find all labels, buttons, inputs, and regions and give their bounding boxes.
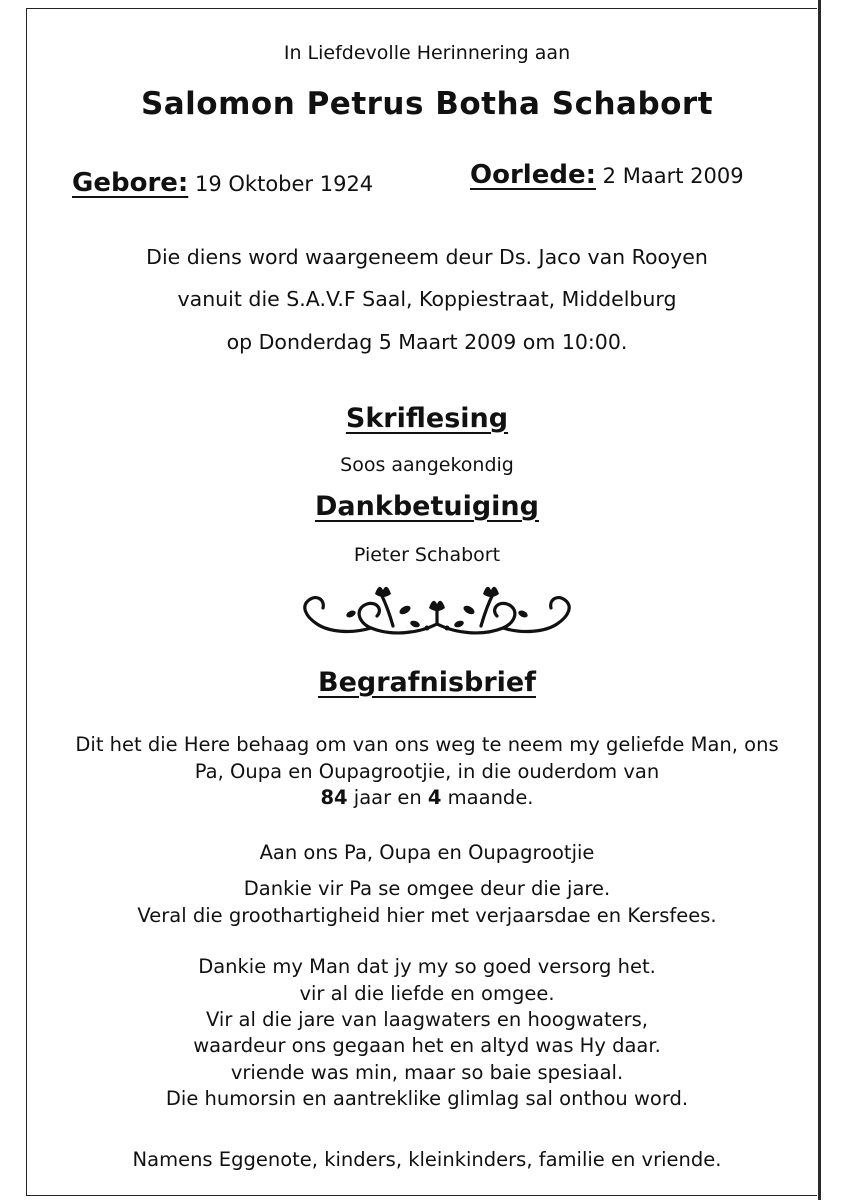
age-months: 4	[427, 786, 442, 809]
deceased-name: Salomon Petrus Botha Schabort	[140, 86, 714, 122]
born-row	[72, 168, 373, 198]
letter-s2-line: Dankie my Man dat jy my so goed versorg het.	[198, 955, 656, 978]
scripture-text: Soos aangekondig	[340, 454, 514, 476]
letter-s2-line: vir al die liefde en omgee.	[299, 982, 555, 1005]
age-months-unit: maande.	[441, 786, 534, 809]
service-line-2: vanuit die S.A.V.F Saal, Koppiestraat, Middelburg	[177, 287, 677, 311]
letter-p1-line1: Dit het die Here behaag om van ons weg te neem my geliefde Man, ons	[75, 733, 779, 756]
letter-age-line	[0, 786, 854, 809]
letter-s1-line2: Veral die groothartigheid hier met verjaarsdae en Kersfees.	[137, 904, 717, 927]
died-label: Oorlede:	[470, 160, 596, 190]
letter-heading: Begrafnisbrief	[317, 667, 536, 698]
letter-closing: Namens Eggenote, kinders, kleinkinders, familie en vriende.	[132, 1148, 722, 1171]
letter-address: Aan ons Pa, Oupa en Oupagrootjie	[259, 841, 595, 864]
letter-s2-line: Die humorsin en aantreklike glimlag sal onthou word.	[165, 1087, 689, 1110]
letter-s2-line: waardeur ons gegaan het en altyd was Hy daar.	[193, 1034, 661, 1057]
letter-s2-line: Vir al die jare van laagwaters en hoogwaters,	[206, 1008, 648, 1031]
scripture-heading: Skriflesing	[345, 403, 509, 434]
service-line-3: op Donderdag 5 Maart 2009 om 10:00.	[226, 330, 628, 354]
age-years: 84	[320, 786, 348, 809]
letter-s2-line: vriende was min, maar so baie spesiaal.	[230, 1061, 624, 1084]
intro-line: In Liefdevolle Herinnering aan	[283, 42, 571, 64]
letter-s1-line1: Dankie vir Pa se omgee deur die jare.	[243, 877, 611, 900]
thanks-heading: Dankbetuiging	[315, 491, 539, 522]
age-years-unit: jaar en	[347, 786, 428, 809]
died-date: 2 Maart 2009	[602, 164, 744, 188]
thanks-text: Pieter Schabort	[353, 544, 501, 566]
died-row	[470, 160, 744, 190]
born-label: Gebore:	[72, 168, 189, 198]
born-date: 19 Oktober 1924	[195, 172, 374, 196]
service-line-1: Die diens word waargeneem deur Ds. Jaco van Rooyen	[146, 245, 708, 269]
letter-p1-line2: Pa, Oupa en Oupagrootjie, in die ouderdom van	[194, 760, 660, 783]
floral-divider-icon	[295, 580, 579, 648]
